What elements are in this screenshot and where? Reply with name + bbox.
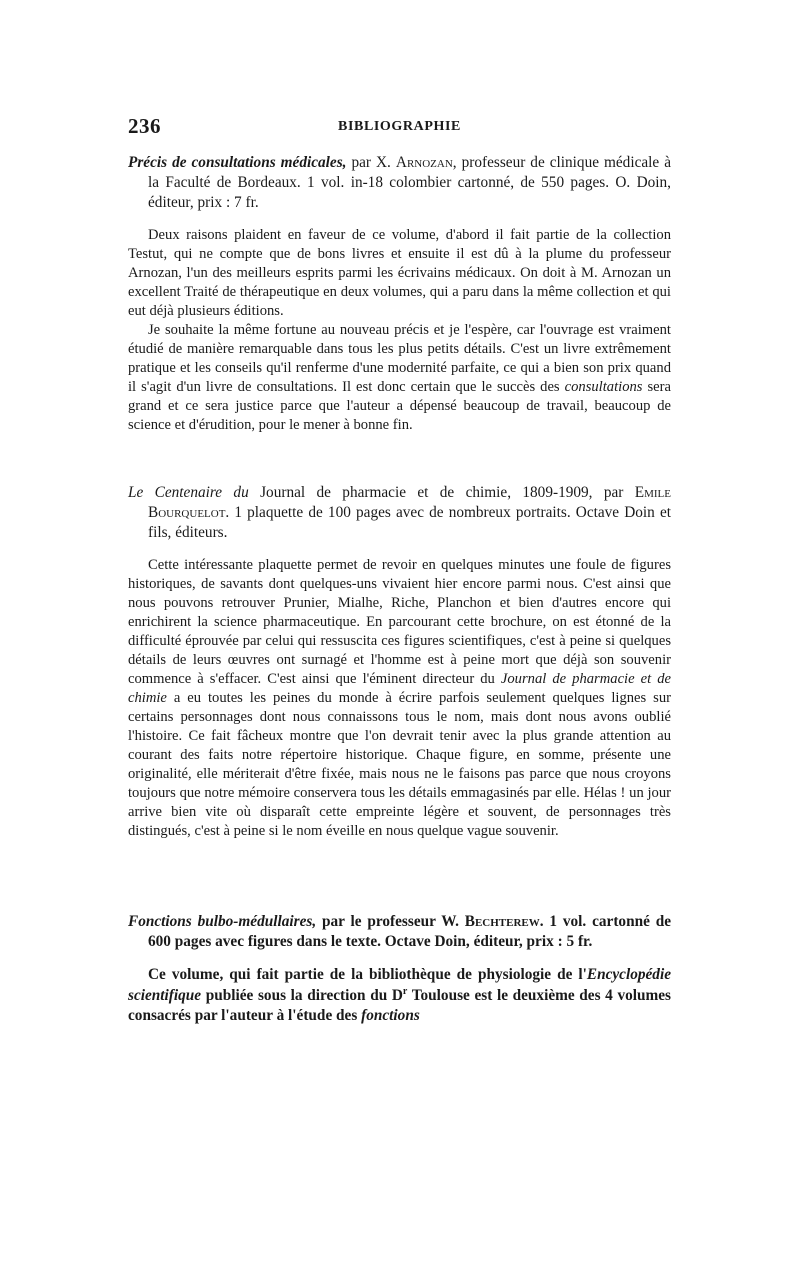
entry-title: Fonctions bulbo-médullaires, [128, 913, 317, 930]
entry-title: Précis de consultations médicales, [128, 154, 347, 171]
entry-author: Emile Bourquelot [148, 484, 671, 521]
entry-heading: Fonctions bulbo-médullaires, par le professeur W. Bechterew. 1 vol. cartonné de 600 pages avec figures dans le texte. Octave Doin, éditeur, prix : 5 fr. [128, 913, 671, 950]
entry-author: Arnozan [395, 154, 453, 171]
entry-paragraph: Cette intéressante plaquette permet de revoir en quelques minutes une foule de figures historiques, de savants dont quelques-uns vivaient hier encore parmi nous. C'est ainsi que nous pouvons retrouver Prunier, Mialhe, Riche, Planchon et bien d'autres encore qui enrichirent la science pharmaceutique. En parcourant cette brochure, on est étonné de la difficulté éprouvée par celui qui ressuscita ces figures scientifiques, c'est à peine si quelques détails de leurs œuvres ont surnagé et l'homme est à peine mort que déjà son souvenir commence à s'effacer. C'est ainsi que l'éminent directeur du Journal de pharmacie et de chimie a eu toutes les peines du monde à écrire parfois seulement quelques lignes sur certains personnages dont nous connaissons tous le nom, mais dont nous avons oublié l'histoire. Ce fait fâcheux montre que l'on devrait tenir avec la plus grande attention au courant des faits notre répertoire historique. Chaque figure, en somme, présente une originalité, elle mériterait d'être fixée, mais nous ne le faisons pas parce que nous croyons toujours que notre mémoire conservera tous les détails emmagasinés par elle. Hélas ! un jour arrive bien vite où disparaît cette empreinte légère et souvent, de personnages très distingués, c'est à peine si le nom éveille en nous quelque vague souvenir. [128, 557, 671, 839]
entry-heading: Précis de consultations médicales, par X. Arnozan, professeur de clinique médicale à la Faculté de Bordeaux. 1 vol. in-18 colombier cartonné, de 550 pages. O. Doin, éditeur, prix : 7 fr. [128, 154, 671, 211]
entry-paragraph: Ce volume, qui fait partie de la bibliothèque de physiologie de l'Encyclopédie scientifique publiée sous la direction du $D^r$ Toulouse est le deuxième des 4 volumes consacrés par l'auteur à l'étude des fonctions [128, 966, 671, 1024]
running-title: BIBLIOGRAPHIE [338, 119, 461, 134]
entry-paragraph: Deux raisons plaident en faveur de ce volume, d'abord il fait partie de la collection Testut, qui ne compte que de bons livres et ensuite il est dû à la plume du professeur Arnozan, l'un des meilleurs esprits parmi les écrivains médicaux. On doit à M. Arnozan un excellent Traité de thérapeutique en deux volumes, qui a paru dans la même collection et qui eut déjà plusieurs éditions. [128, 227, 671, 319]
entry-details: . 1 vol. cartonné de 600 pages avec figures dans le texte. Octave Doin, éditeur, prix : 5 fr. [148, 913, 671, 950]
entry-author: Bechterew [464, 913, 540, 930]
entry-details: , professeur de clinique médicale à la Faculté de Bordeaux. 1 vol. in-18 colombier cartonné, de 550 pages. O. Doin, éditeur, prix : 7 fr. [148, 154, 671, 211]
bibliography-entry [128, 912, 671, 1027]
page-header [128, 114, 671, 140]
bibliography-entry [128, 153, 671, 435]
entry-details: . 1 plaquette de 100 pages avec de nombreux portraits. Octave Doin et fils, éditeurs. [148, 504, 671, 541]
entry-title: Le Centenaire du [128, 484, 249, 501]
entry-paragraph: Je souhaite la même fortune au nouveau précis et je l'espère, car l'ouvrage est vraiment étudié de manière remarquable dans tous les plus petits détails. C'est un livre extrêmement pratique et les conseils qu'il renferme d'une modernité parfaite, ce qui a bien son prix quand il s'agit d'un livre de consultations. Il est donc certain que le succès des consultations sera grand et ce sera justice parce que l'auteur a dépensé beaucoup de travail, beaucoup de science et d'érudition, pour le mener à bonne fin. [128, 322, 671, 433]
page-number: 236 [128, 114, 161, 138]
bibliography-entry [128, 483, 671, 841]
entry-heading: Le Centenaire du Journal de pharmacie et de chimie, 1809-1909, par Emile Bourquelot. 1 plaquette de 100 pages avec de nombreux portraits. Octave Doin et fils, éditeurs. [128, 484, 671, 541]
